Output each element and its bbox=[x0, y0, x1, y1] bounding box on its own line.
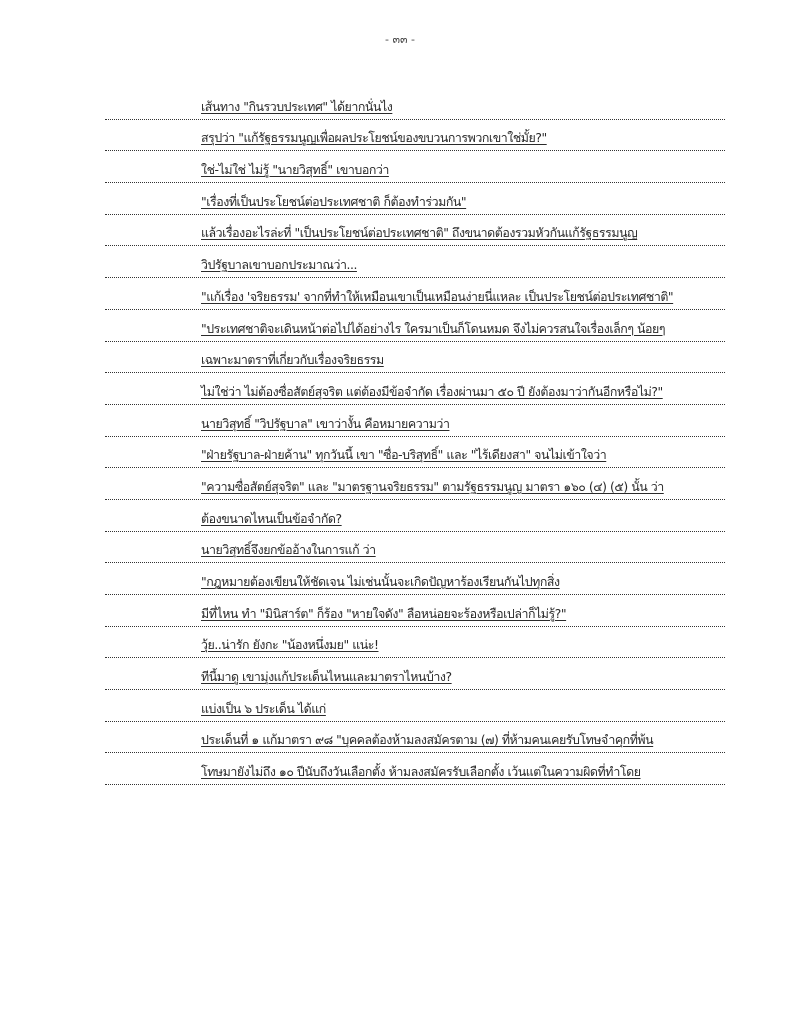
line-text: ใช่-ไม่ใช่ ไม่รู้ "นายวิสุทธิ์" เขาบอกว่า bbox=[201, 162, 389, 178]
line-text: แบ่งเป็น ๖ ประเด็น ได้แก่ bbox=[201, 700, 326, 716]
line-text: สรุปว่า "แก้รัฐธรรมนูญเพื่อผลประโยชน์ของขบวนการพวกเขาใช่มั้ย?" bbox=[201, 130, 547, 146]
text-line bbox=[105, 151, 725, 183]
text-line bbox=[105, 310, 725, 342]
line-text: ต้องขนาดไหนเป็นข้อจำกัด? bbox=[201, 510, 342, 526]
line-text: ประเด็นที่ ๑ แก้มาตรา ๙๘ "บุคคลต้องห้ามลงสมัครตาม (๗) ที่ห้ามคนเคยรับโทษจำคุกที่พ้น bbox=[201, 732, 654, 748]
text-line bbox=[105, 563, 725, 595]
text-line bbox=[105, 627, 725, 659]
text-line bbox=[105, 722, 725, 754]
text-line bbox=[105, 532, 725, 564]
line-text: มีที่ไหน ทำ "มินิสาร์ต" ก็ร้อง "หายใจดัง" ลือหน่อยจะร้องหรือเปล่าก็ไม่รู้?" bbox=[201, 605, 567, 621]
line-text: ทีนี้มาดู เขามุ่งแก้ประเด็นไหนและมาตราไหนบ้าง? bbox=[201, 669, 452, 685]
line-text: เฉพาะมาตราที่เกี่ยวกับเรื่องจริยธรรม bbox=[201, 352, 384, 368]
line-text: วิปรัฐบาลเขาบอกประมาณว่า... bbox=[201, 257, 357, 273]
text-line bbox=[105, 373, 725, 405]
text-line bbox=[105, 278, 725, 310]
text-line bbox=[105, 215, 725, 247]
page-number: - ๓๓ - bbox=[385, 33, 415, 46]
line-text: "เรื่องที่เป็นประโยชน์ต่อประเทศชาติ ก็ต้องทำร่วมกัน" bbox=[201, 193, 467, 209]
text-line bbox=[105, 753, 725, 785]
body-text bbox=[105, 88, 725, 785]
line-text: นายวิสุทธิ์ "วิปรัฐบาล" เขาว่างั้น คือหมายความว่า bbox=[201, 415, 450, 431]
text-line bbox=[105, 658, 725, 690]
text-line bbox=[105, 405, 725, 437]
text-line bbox=[105, 437, 725, 469]
line-text: ไม่ใช่ว่า ไม่ต้องซื่อสัตย์สุจริต แต่ต้องมีข้อจำกัด เรื่องผ่านมา ๕๐ ปี ยังต้องมาว่ากันอีกหรือไม่?" bbox=[201, 383, 663, 399]
line-text: "ประเทศชาติจะเดินหน้าต่อไปได้อย่างไร ใครมาเป็นก็โดนหมด จึงไม่ควรสนใจเรื่องเล็กๆ น้อยๆ bbox=[201, 320, 666, 336]
text-line bbox=[105, 468, 725, 500]
text-line bbox=[105, 690, 725, 722]
text-line bbox=[105, 120, 725, 152]
line-text: "แก้เรื่อง 'จริยธรรม' จากที่ทำให้เหมือนเขาเป็นเหมือนง่ายนี่แหละ เป็นประโยชน์ต่อประเทศชาติ" bbox=[201, 288, 674, 304]
text-line bbox=[105, 595, 725, 627]
line-text: "ฝ่ายรัฐบาล-ฝ่ายค้าน" ทุกวันนี้ เขา "ซื่อ-บริสุทธิ์" และ "ไร้เดียงสา" จนไม่เข้าใจว่า bbox=[201, 447, 607, 463]
line-text: แล้วเรื่องอะไรล่ะที่ "เป็นประโยชน์ต่อประเทศชาติ" ถึงขนาดต้องรวมหัวกันแก้รัฐธรรมนูญ bbox=[201, 225, 638, 241]
line-text: "กฎหมายต้องเขียนให้ชัดเจน ไม่เช่นนั้นจะเกิดปัญหาร้องเรียนกันไปทุกสิ่ง bbox=[201, 574, 560, 589]
line-text: นายวิสุทธิ์จึงยกข้ออ้างในการแก้ ว่า bbox=[201, 542, 376, 558]
text-line bbox=[105, 88, 725, 120]
text-line bbox=[105, 342, 725, 374]
line-text: "ความซื่อสัตย์สุจริต" และ "มาตรฐานจริยธรรม" ตามรัฐธรรมนูญ มาตรา ๑๖๐ (๔) (๕) นั้น ว่า bbox=[201, 478, 664, 494]
line-text: วุ้ย..น่ารัก ยังกะ "น้องหนึ่งมย" แน่ะ! bbox=[201, 637, 379, 653]
text-line bbox=[105, 246, 725, 278]
line-text: โทษมายังไม่ถึง ๑๐ ปีนับถึงวันเลือกตั้ง ห้ามลงสมัครรับเลือกตั้ง เว้นแต่ในความผิดที่ทำโดย bbox=[201, 764, 641, 780]
text-line bbox=[105, 183, 725, 215]
line-text: เส้นทาง "กินรวบประเทศ" ได้ยากนั่นไง bbox=[201, 98, 393, 114]
text-line bbox=[105, 500, 725, 532]
